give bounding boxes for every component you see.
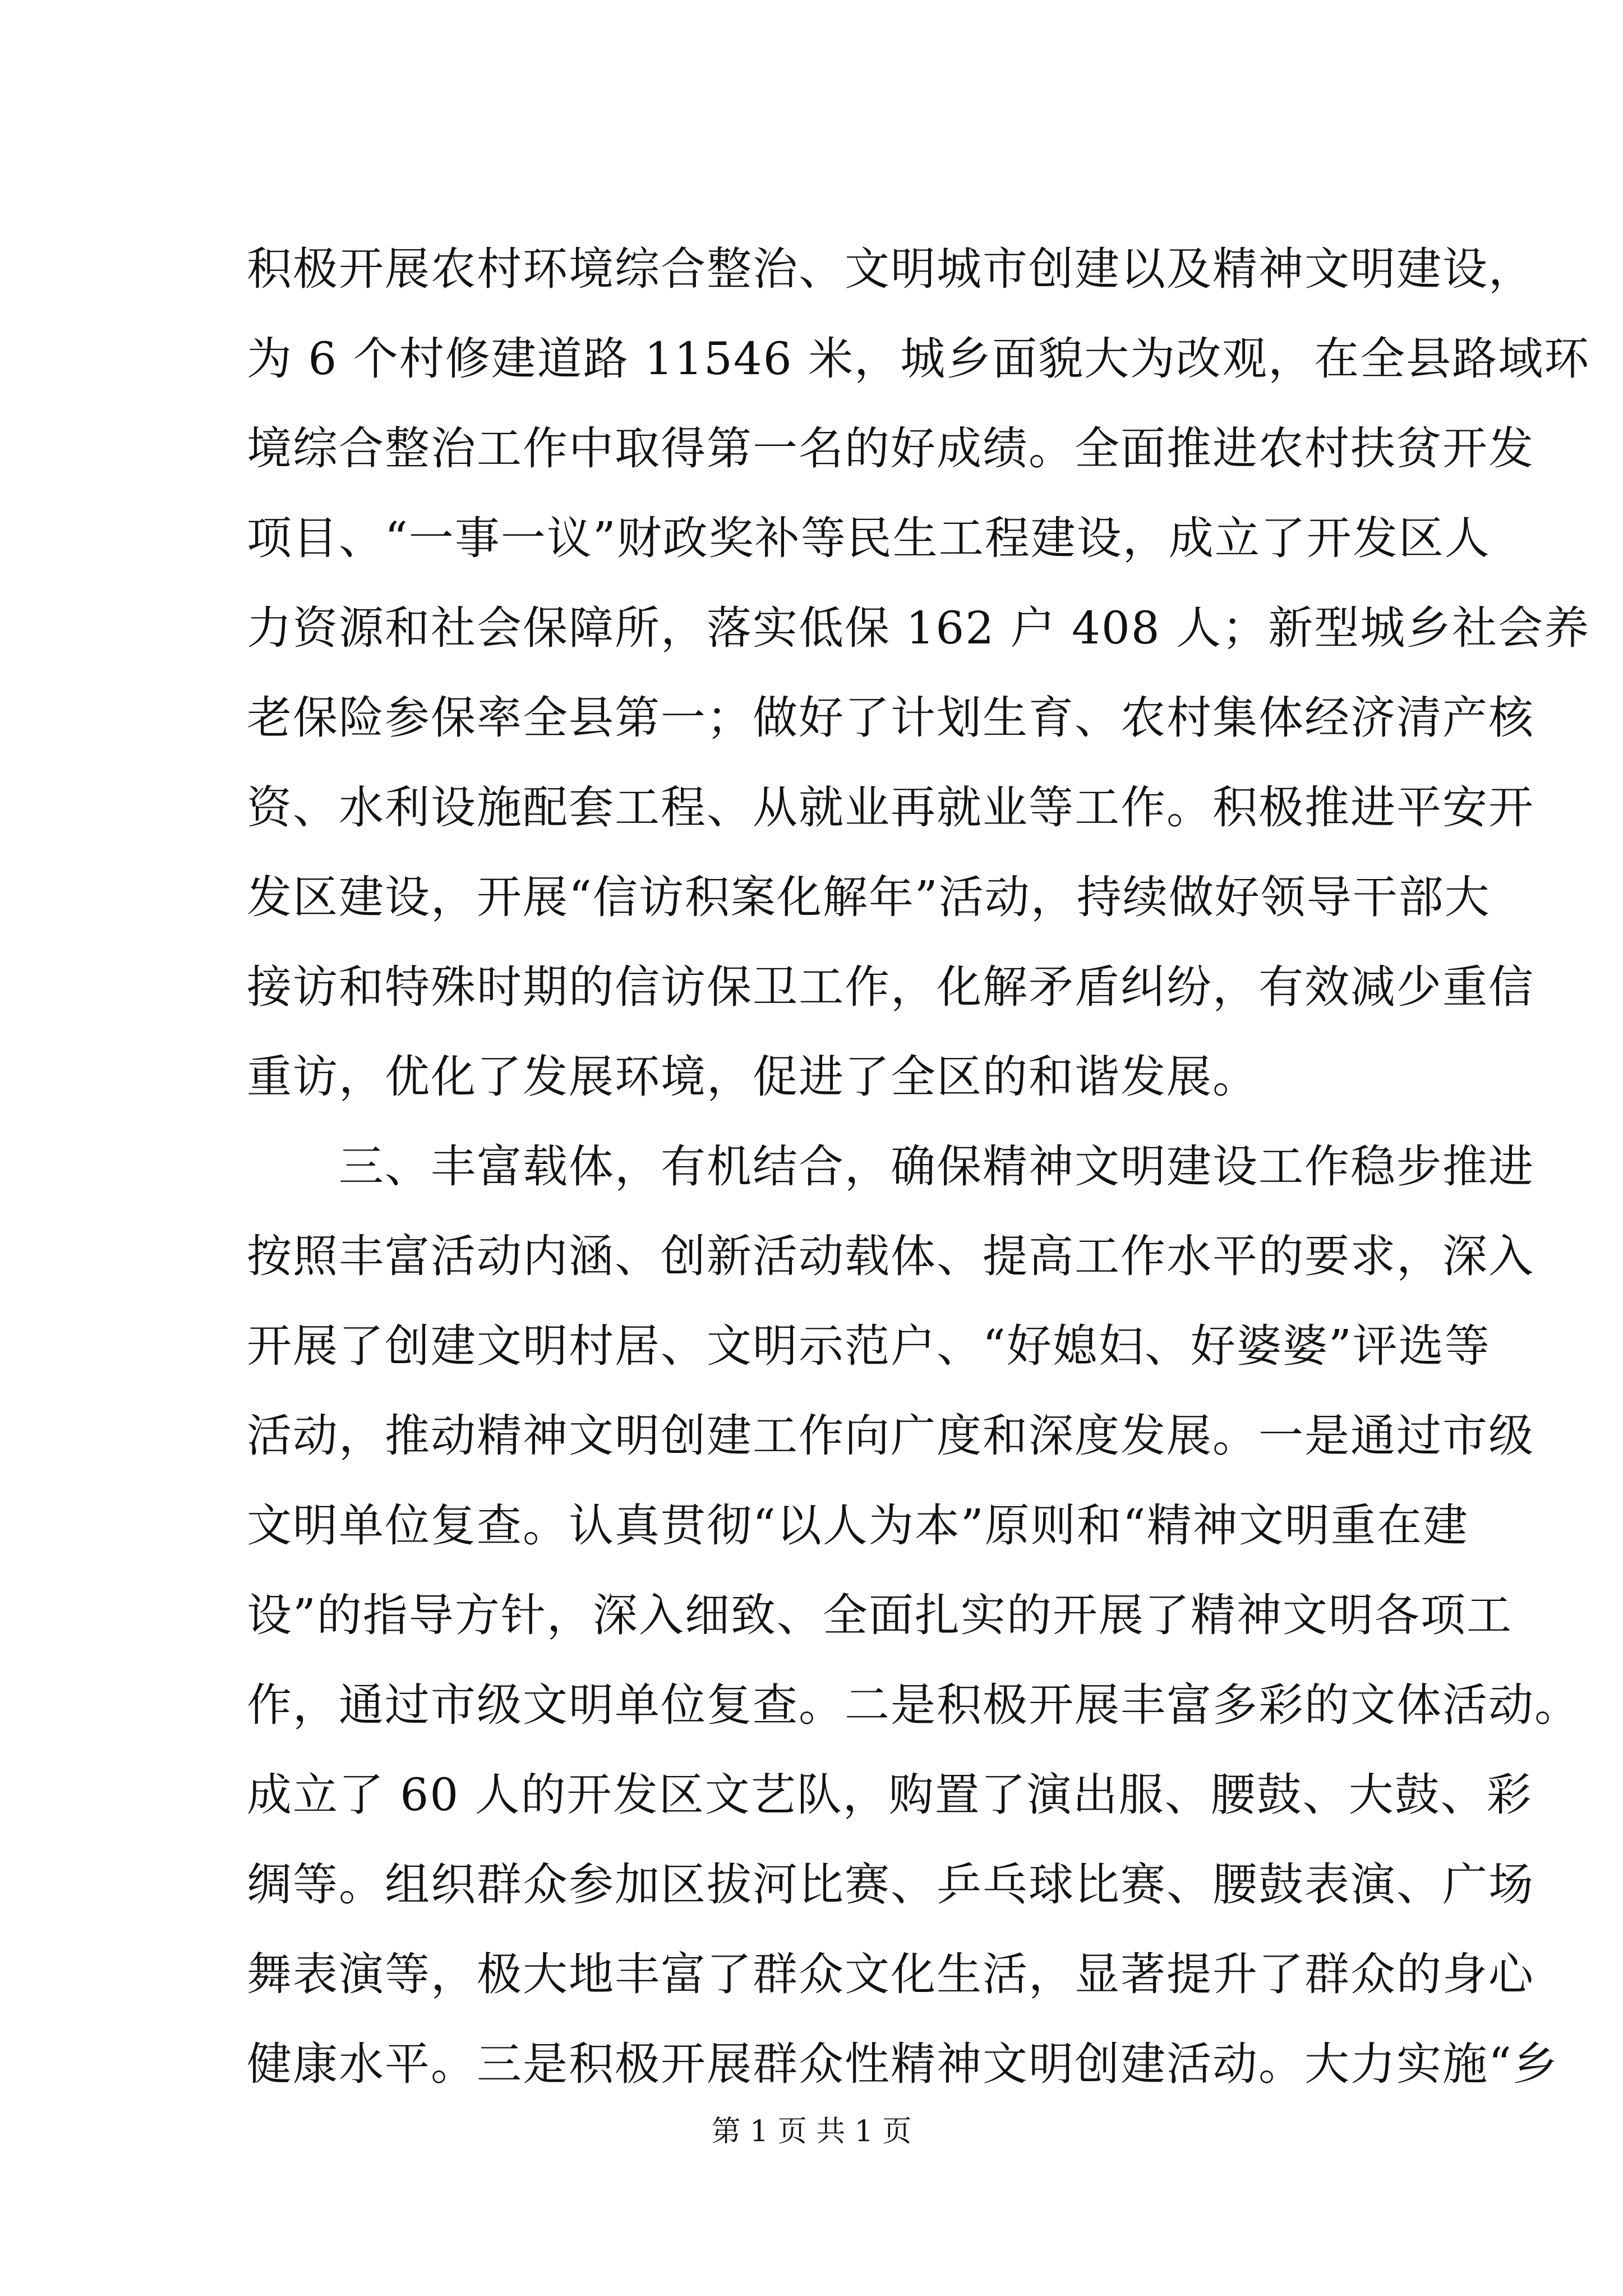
section-heading: 三、丰富载体，有机结合，确保精神文明建设工作稳步推进 <box>247 1140 1534 1193</box>
text-line: 为 6 个村修建道路 11546 米，城乡面貌大为改观，在全县路域环 <box>247 333 1590 385</box>
text-line: 老保险参保率全县第一；做好了计划生育、农村集体经济清产核 <box>247 692 1534 744</box>
text-line: 活动，推动精神文明创建工作向广度和深度发展。一是通过市级 <box>247 1410 1534 1462</box>
text-line: 作，通过市级文明单位复查。二是积极开展丰富多彩的文体活动。 <box>247 1679 1580 1731</box>
text-line: 按照丰富活动内涵、创新活动载体、提高工作水平的要求，深入 <box>247 1230 1534 1282</box>
text-line: 资、水利设施配套工程、从就业再就业等工作。积极推进平安开 <box>247 781 1534 834</box>
text-line: 重访，优化了发展环境，促进了全区的和谐发展。 <box>247 1051 1258 1103</box>
text-line: 境综合整治工作中取得第一名的好成绩。全面推进农村扶贫开发 <box>247 422 1534 475</box>
body-text <box>247 224 1590 2109</box>
text-line: 健康水平。三是积极开展群众性精神文明创建活动。大力实施“乡 <box>247 2038 1559 2090</box>
text-line: 绸等。组织群众参加区拔河比赛、乒乓球比赛、腰鼓表演、广场 <box>247 1858 1534 1911</box>
page-number: 第 1 页 共 1 页 <box>711 2115 912 2148</box>
text-line: 设”的指导方针，深入细致、全面扎实的开展了精神文明各项工 <box>247 1589 1513 1641</box>
text-line: 力资源和社会保障所，落实低保 162 户 408 人；新型城乡社会养 <box>247 602 1590 654</box>
text-line: 舞表演等，极大地丰富了群众文化生活，显著提升了群众的身心 <box>247 1948 1534 2000</box>
page-footer <box>0 2109 1623 2154</box>
text-line: 接访和特殊时期的信访保卫工作，化解矛盾纠纷，有效减少重信 <box>247 961 1534 1013</box>
text-line: 项目、“一事一议”财政奖补等民生工程建设，成立了开发区人 <box>247 512 1491 564</box>
text-line: 开展了创建文明村居、文明示范户、“好媳妇、好婆婆”评选等 <box>247 1320 1491 1372</box>
text-line: 积极开展农村环境综合整治、文明城市创建以及精神文明建设， <box>247 243 1534 295</box>
text-line: 文明单位复查。认真贯彻“以人为本”原则和“精神文明重在建 <box>247 1499 1469 1552</box>
text-line: 成立了 60 人的开发区文艺队，购置了演出服、腰鼓、大鼓、彩 <box>247 1769 1533 1821</box>
text-line: 发区建设，开展“信访积案化解年”活动，持续做好领导干部大 <box>247 871 1491 923</box>
